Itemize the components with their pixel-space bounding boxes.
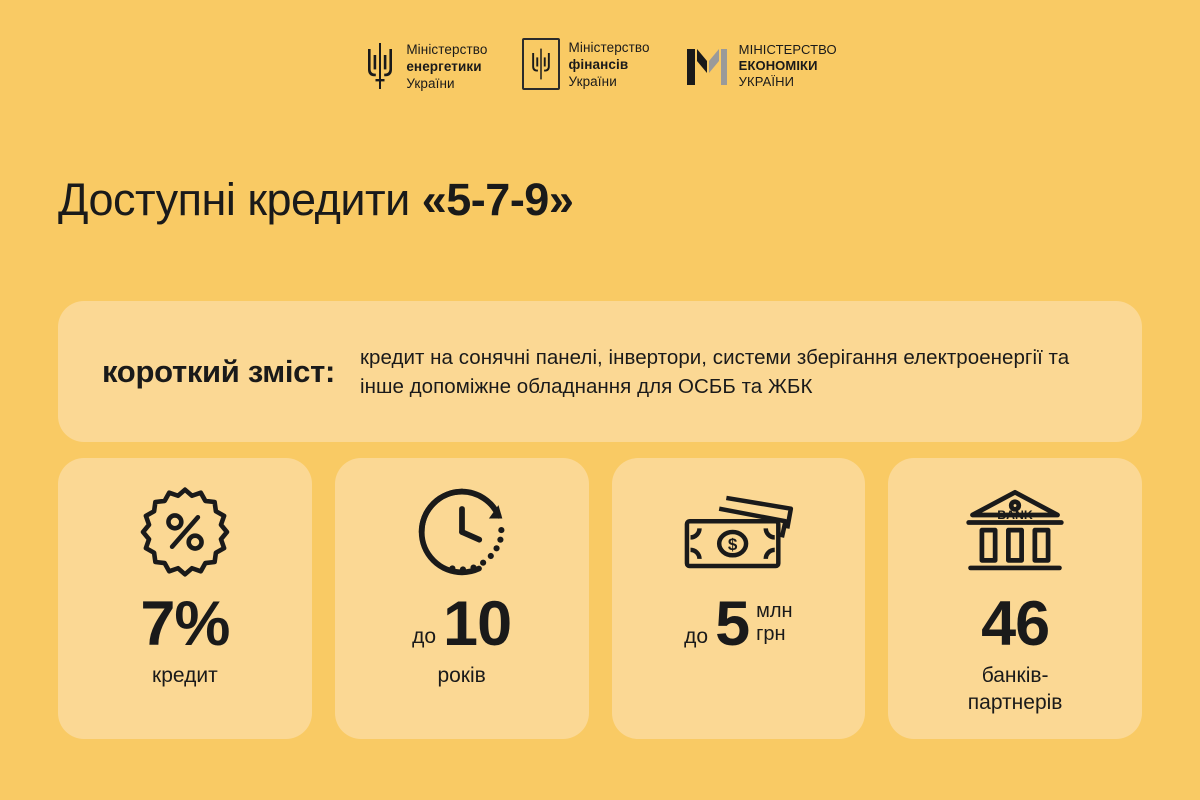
clock-icon xyxy=(414,480,510,584)
stat-cards xyxy=(58,458,1142,739)
partner-banks-caption-line2: партнерів xyxy=(967,691,1063,714)
partner-banks-caption xyxy=(968,662,1063,716)
partner-banks-card xyxy=(888,458,1142,739)
page-title-bold: «5-7-9» xyxy=(421,174,574,225)
amount-card xyxy=(612,458,866,739)
term-prefix: до xyxy=(412,625,437,648)
trident-boxed-icon xyxy=(522,38,560,90)
summary-text: кредит на сонячні панелі, інвертори, системи зберігання електроенергії та інше допоміжне обладнання для ОСББ та ЖБК xyxy=(360,345,1070,398)
amount-unit xyxy=(756,600,792,646)
trident-icon xyxy=(363,38,397,94)
summary-label: короткий зміст: xyxy=(102,353,335,389)
rate-caption: кредит xyxy=(152,664,218,687)
bank-icon xyxy=(963,480,1067,584)
economy-m-icon xyxy=(684,38,730,94)
logo-ministry-of-economy xyxy=(684,38,837,94)
page-title-plain: Доступні кредити xyxy=(58,174,422,225)
partner-banks-value: 46 xyxy=(981,589,1050,659)
summary-card xyxy=(58,301,1142,442)
term-card xyxy=(335,458,589,739)
svg-text:$: $ xyxy=(728,534,738,554)
logo-ministry-of-finance xyxy=(522,38,650,90)
page-title xyxy=(58,172,573,228)
rate-card xyxy=(58,458,312,739)
amount-prefix: до xyxy=(684,625,709,648)
term-value: 10 xyxy=(443,589,512,659)
percent-badge-icon xyxy=(139,480,231,584)
logo-finance-text: Міністерство фінансів України xyxy=(568,39,650,89)
logo-energy-text: Міністерство енергетики України xyxy=(406,41,488,91)
logo-bar xyxy=(0,38,1200,94)
term-caption: років xyxy=(437,664,486,687)
amount-unit-line1: млн xyxy=(756,600,793,622)
amount-value: 5 xyxy=(715,589,750,659)
rate-value: 7% xyxy=(140,589,230,659)
amount-unit-line2: грн xyxy=(756,623,786,645)
svg-text:BANK: BANK xyxy=(997,507,1033,522)
partner-banks-caption-line1: банків- xyxy=(981,664,1049,687)
logo-economy-text: МІНІСТЕРСТВО ЕКОНОМІКИ УКРАЇНИ xyxy=(738,42,837,89)
logo-ministry-of-energy xyxy=(363,38,487,94)
banknotes-icon xyxy=(679,480,797,584)
